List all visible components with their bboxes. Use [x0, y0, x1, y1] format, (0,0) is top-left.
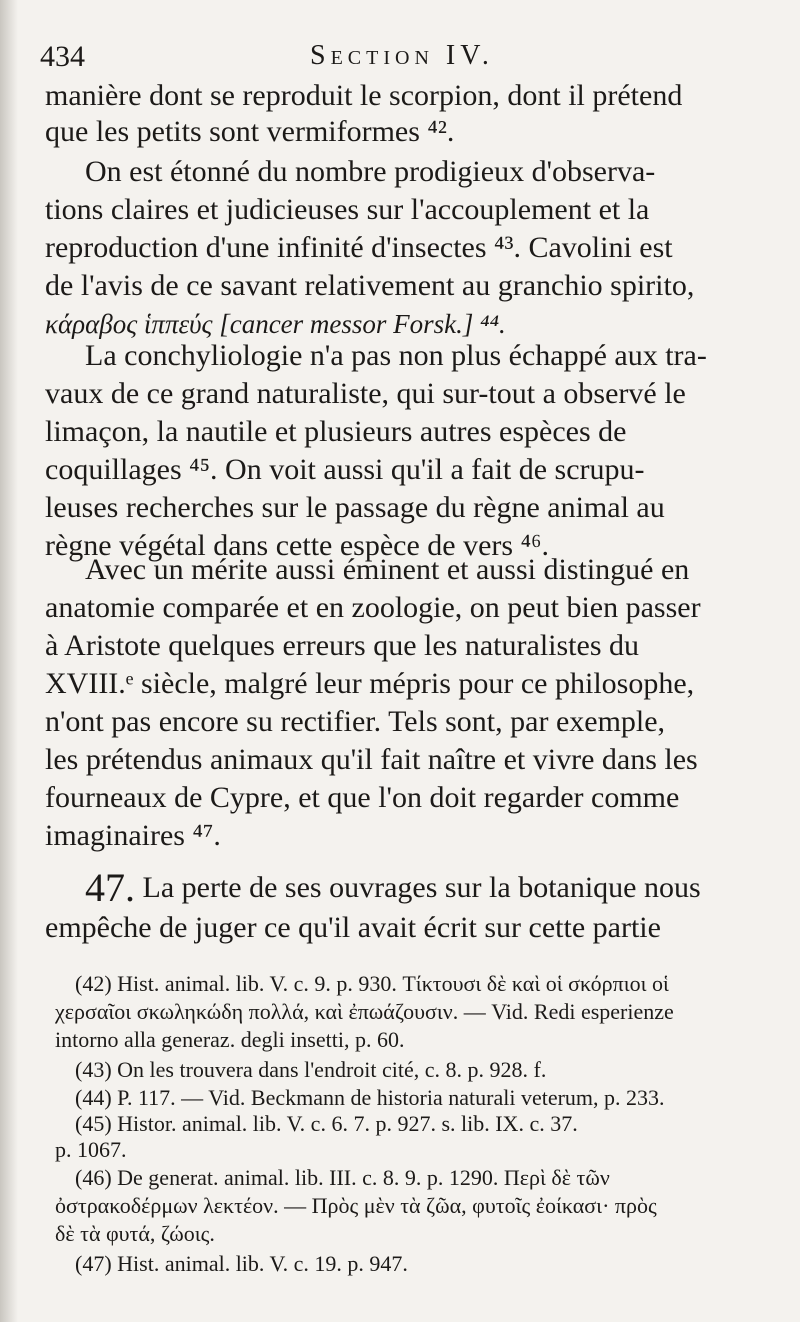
- footnote-line: (47) Hist. animal. lib. V. c. 19. p. 947.: [75, 1251, 408, 1276]
- page-number: 434: [40, 40, 85, 73]
- text-line: On est étonné du nombre prodigieux d'observa-: [85, 155, 656, 188]
- text-line: κάραβος ἱππεύς [cancer messor Forsk.] ⁴⁴.: [45, 309, 506, 339]
- text-line: à Aristote quelques erreurs que les naturalistes du: [45, 629, 639, 662]
- footnote-line: ὀστρακοδέρμων λεκτέον. — Πρὸς μὲν τὰ ζῶα, φυτοῖς ἐοίκασι· πρὸς: [55, 1193, 657, 1218]
- text-line: limaçon, la nautile et plusieurs autres espèces de: [45, 415, 627, 448]
- text-line: règne végétal dans cette espèce de vers ⁴⁶.: [45, 529, 549, 562]
- text-line: les prétendus animaux qu'il fait naître et vivre dans les: [45, 743, 698, 776]
- footnote-line: (45) Histor. animal. lib. V. c. 6. 7. p. 927. s. lib. IX. c. 37.: [75, 1111, 578, 1136]
- footnote-line: (44) P. 117. — Vid. Beckmann de historia naturali veterum, p. 233.: [75, 1085, 665, 1110]
- text-line: manière dont se reproduit le scorpion, dont il prétend: [45, 79, 683, 112]
- section-text: La perte de ses ouvrages sur la botanique nous: [142, 871, 701, 904]
- running-head: Section IV.: [310, 40, 494, 71]
- text-line: Avec un mérite aussi éminent et aussi distingué en: [85, 553, 690, 586]
- footnote-line: p. 1067.: [55, 1137, 127, 1162]
- footnote-line: (46) De generat. animal. lib. III. c. 8. 9. p. 1290. Περὶ δὲ τῶν: [75, 1165, 610, 1190]
- text-line: La conchyliologie n'a pas non plus échappé aux tra-: [85, 339, 707, 372]
- text-line: XVIII.ᵉ siècle, malgré leur mépris pour ce philosophe,: [45, 667, 695, 700]
- text-line: que les petits sont vermiformes ⁴².: [45, 115, 455, 148]
- footnote-line: (42) Hist. animal. lib. V. c. 9. p. 930. Τίκτουσι δὲ καὶ οἱ σκόρπιοι οἱ: [75, 971, 669, 996]
- footnote-line: intorno alla generaz. degli insetti, p. 60.: [55, 1027, 405, 1052]
- footnote-line: χερσαῖοι σκωληκώδη πολλά, καὶ ἐπωάζουσιν. — Vid. Redi esperienze: [55, 999, 674, 1024]
- page-gutter-shadow: [0, 0, 18, 1322]
- text-line: anatomie comparée et en zoologie, on peut bien passer: [45, 591, 701, 624]
- text-line: reproduction d'une infinité d'insectes ⁴³. Cavolini est: [45, 231, 673, 264]
- text-line: coquillages ⁴⁵. On voit aussi qu'il a fait de scrupu-: [45, 453, 645, 486]
- text-line: vaux de ce grand naturaliste, qui sur-tout a observé le: [45, 377, 686, 410]
- section-47-first-line: [85, 865, 701, 910]
- text-line: leuses recherches sur le passage du règne animal au: [45, 491, 665, 524]
- footnote-line: (43) On les trouvera dans l'endroit cité, c. 8. p. 928. f.: [75, 1057, 547, 1082]
- section-47-second-line: empêche de juger ce qu'il avait écrit sur cette partie: [45, 911, 661, 944]
- text-line: tions claires et judicieuses sur l'accouplement et la: [45, 193, 650, 226]
- section-number: 47.: [85, 865, 135, 910]
- text-line: de l'avis de ce savant relativement au granchio spirito,: [45, 269, 695, 302]
- page-header: [40, 40, 790, 80]
- text-line: n'ont pas encore su rectifier. Tels sont, par exemple,: [45, 705, 666, 738]
- text-line: fourneaux de Cypre, et que l'on doit regarder comme: [45, 781, 680, 814]
- footnote-line: δὲ τὰ φυτά, ζώοις.: [55, 1221, 215, 1246]
- text-line: imaginaires ⁴⁷.: [45, 819, 221, 852]
